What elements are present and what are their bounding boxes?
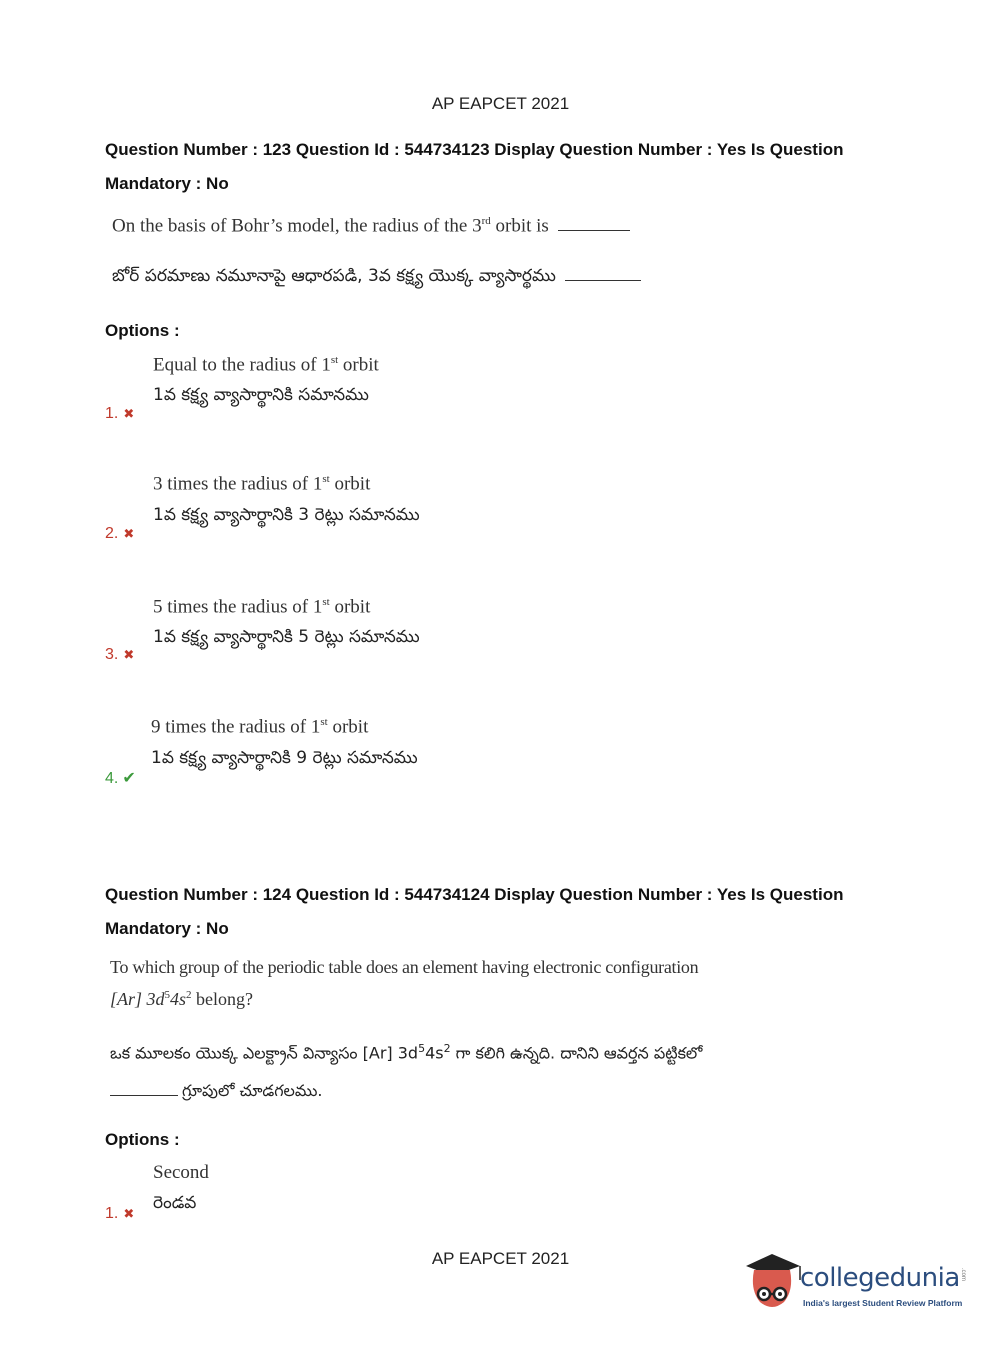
- question-text-sup: 2: [186, 989, 192, 1001]
- option-text-sup: st: [330, 354, 339, 366]
- question-text-part: గ్రూపులో చూడగలము.: [182, 1081, 323, 1100]
- question-text-part: ఒక మూలకం యొక్క ఎలక్ట్రాన్ విన్యాసం [Ar] 3d: [110, 1043, 419, 1063]
- question-123-meta: [105, 133, 905, 201]
- question-text-sup: 5: [418, 1042, 426, 1055]
- option-1-number: [105, 405, 134, 423]
- option-3-text-te: 1వ కక్ష్య వ్యాసార్థానికి 5 రెట్లు సమానము: [153, 627, 420, 647]
- option-number-label: 1.: [105, 405, 119, 422]
- option-text-part: orbit: [329, 596, 371, 618]
- page-header-title: AP EAPCET 2021: [431, 94, 570, 113]
- question-text-part: On the basis of Bohr’s model, the radius of the 3: [112, 215, 482, 237]
- option-4-text-en: [151, 716, 368, 738]
- correct-check-icon: ✔: [122, 770, 136, 787]
- option-text-sup: st: [322, 596, 330, 608]
- option-text-part: Equal to the radius of 1: [153, 354, 331, 376]
- question-meta-mandatory: Mandatory : No: [105, 919, 229, 938]
- option-number-label: 3.: [105, 646, 119, 663]
- question-text-part: [Ar] 3d: [110, 989, 165, 1009]
- question-123-text-en: [112, 215, 630, 237]
- wrong-mark-icon: ✖: [123, 647, 135, 662]
- option-text-part: orbit: [327, 716, 369, 738]
- question-text-sup: rd: [481, 215, 491, 227]
- question-124-text-en-line1: To which group of the periodic table does an element having electronic configuration: [110, 957, 699, 977]
- question-124-text-te-line2: [110, 1081, 322, 1104]
- option-number-label: 4.: [105, 770, 119, 787]
- options-heading: Options :: [105, 1130, 180, 1149]
- collegedunia-logo-wordmark: collegedunia: [800, 1263, 960, 1293]
- option-text-part: orbit: [338, 354, 379, 376]
- question-124-text-te-line1: [110, 1042, 702, 1066]
- option-2-text-en: [153, 473, 370, 495]
- wrong-mark-icon: ✖: [123, 526, 135, 541]
- question-text-part: orbit is: [490, 215, 549, 237]
- option-4-text-te: 1వ కక్ష్య వ్యాసార్థానికి 9 రెట్లు సమానము: [151, 748, 418, 768]
- question-text-part: 4s: [170, 989, 187, 1009]
- option-1-text-en: Second: [153, 1162, 209, 1183]
- collegedunia-logo-domain: .com: [960, 1268, 966, 1282]
- option-text-sup: st: [320, 716, 328, 728]
- option-4-number: [105, 768, 136, 788]
- option-1-text-en: [153, 354, 379, 376]
- question-text-telugu: బోర్ పరమాణు నమూనాపై ఆధారపడి, 3వ కక్ష్య యొక్క వ్యాసార్థము: [112, 266, 556, 286]
- options-heading: Options :: [105, 321, 180, 340]
- question-meta-mandatory: Mandatory : No: [105, 174, 229, 193]
- option-1-text-te: 1వ కక్ష్య వ్యాసార్థానికి సమానము: [153, 385, 369, 405]
- answer-blank: [110, 1095, 178, 1096]
- page-footer-title: AP EAPCET 2021: [431, 1249, 570, 1268]
- option-1-text-te: రెండవ: [153, 1193, 197, 1213]
- answer-blank: [565, 280, 641, 281]
- question-124-meta: [105, 878, 905, 946]
- question-123-text-te: [112, 266, 641, 290]
- collegedunia-mascot-icon: [742, 1250, 804, 1316]
- option-number-label: 2.: [105, 525, 119, 542]
- wrong-mark-icon: ✖: [123, 1206, 135, 1221]
- question-text-part: గా కలిగి ఉన్నది. దానిని ఆవర్తన పట్టికలో: [450, 1043, 703, 1063]
- question-meta-line: Question Number : 124 Question Id : 544734124 Display Question Number : Yes Is Question: [105, 885, 844, 904]
- option-2-text-te: 1వ కక్ష్య వ్యాసార్థానికి 3 రెట్లు సమానము: [153, 505, 420, 525]
- option-3-text-en: [153, 596, 370, 618]
- option-text-sup: st: [322, 473, 330, 485]
- option-3-number: [105, 646, 134, 664]
- question-text-sup: 2: [443, 1042, 451, 1055]
- option-text-part: orbit: [329, 473, 371, 495]
- question-meta-line: Question Number : 123 Question Id : 544734123 Display Question Number : Yes Is Question: [105, 140, 844, 159]
- option-number-label: 1.: [105, 1205, 119, 1222]
- option-text-part: 3 times the radius of 1: [153, 473, 323, 495]
- option-text-part: 9 times the radius of 1: [151, 716, 321, 738]
- option-text-part: 5 times the radius of 1: [153, 596, 323, 618]
- question-text-part: belong?: [191, 989, 254, 1009]
- option-1-number: [105, 1205, 134, 1223]
- wrong-mark-icon: ✖: [123, 406, 135, 421]
- answer-blank: [558, 230, 630, 231]
- option-2-number: [105, 525, 134, 543]
- question-124-text-en-line2: [110, 989, 253, 1010]
- question-text-part: 4s: [425, 1043, 444, 1063]
- collegedunia-logo-tagline: India's largest Student Review Platform: [803, 1298, 963, 1308]
- question-text-sup: 5: [164, 989, 171, 1001]
